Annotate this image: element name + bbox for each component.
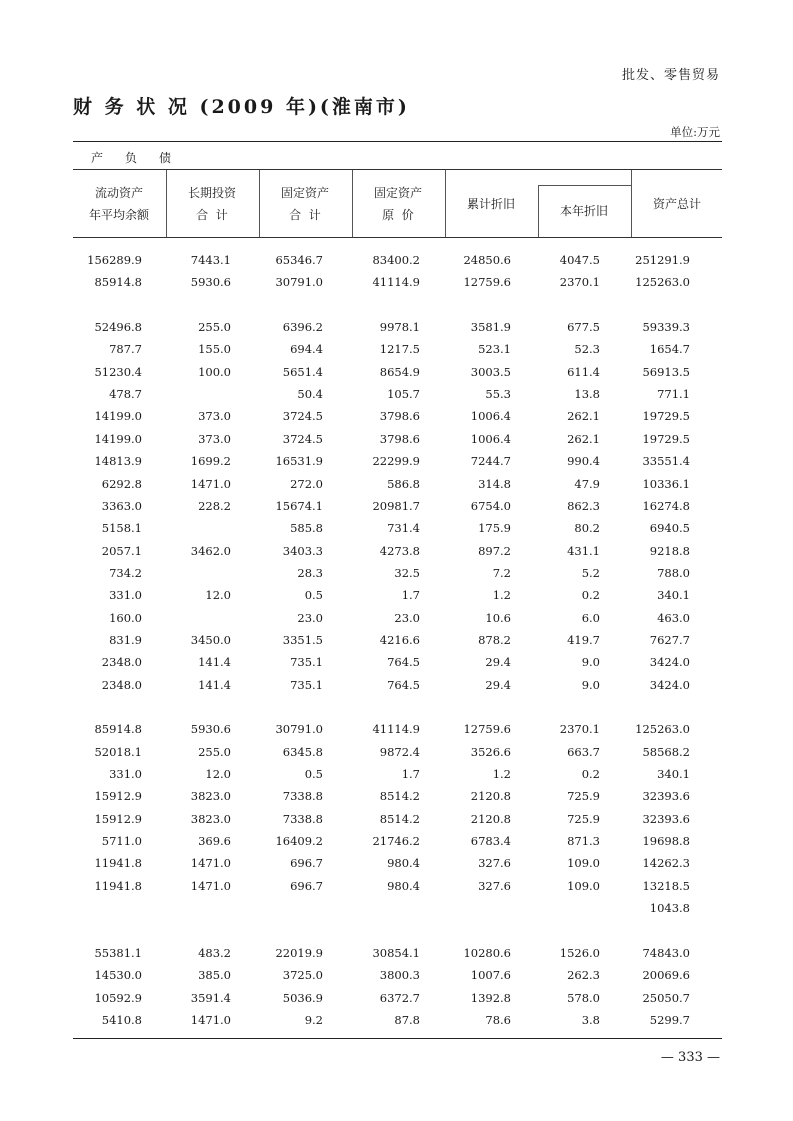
table-row xyxy=(73,361,722,383)
column-header xyxy=(631,170,723,237)
table-cell: 2348.0 xyxy=(101,677,142,692)
table-cell: 28.3 xyxy=(297,565,323,580)
table-cell: 16274.8 xyxy=(642,498,690,513)
table-cell: 1392.8 xyxy=(470,990,511,1005)
table-row xyxy=(73,249,722,271)
table-cell: 1471.0 xyxy=(190,476,231,491)
table-cell: 523.1 xyxy=(478,342,511,357)
table-cell: 3424.0 xyxy=(649,677,690,692)
table-row xyxy=(73,964,722,986)
table-cell: 255.0 xyxy=(198,320,231,335)
table-cell: 56913.5 xyxy=(642,364,690,379)
table-cell: 3798.6 xyxy=(379,431,420,446)
table-cell: 980.4 xyxy=(387,856,420,871)
table-cell: 10.6 xyxy=(485,610,511,625)
table-cell: 5299.7 xyxy=(649,1012,690,1027)
table-cell: 14530.0 xyxy=(94,968,142,983)
table-cell: 14262.3 xyxy=(642,856,690,871)
table-cell: 52.3 xyxy=(574,342,600,357)
table-row xyxy=(73,495,722,517)
table-cell: 3351.5 xyxy=(282,632,323,647)
table-cell: 0.5 xyxy=(304,767,323,782)
table-cell: 1006.4 xyxy=(470,409,511,424)
table-row xyxy=(73,920,722,942)
column-header xyxy=(352,170,444,237)
table-cell: 19729.5 xyxy=(642,431,690,446)
table-cell: 6940.5 xyxy=(649,521,690,536)
table-cell: 483.2 xyxy=(198,945,231,960)
table-cell: 3363.0 xyxy=(101,498,142,513)
table-cell: 3823.0 xyxy=(190,789,231,804)
table-cell: 3.8 xyxy=(581,1012,600,1027)
table-cell: 8654.9 xyxy=(379,364,420,379)
table-cell: 12.0 xyxy=(205,588,231,603)
table-cell: 463.0 xyxy=(657,610,690,625)
column-header-line2: 合 计 xyxy=(196,207,228,222)
table-cell: 29.4 xyxy=(485,677,511,692)
table-row xyxy=(73,540,722,562)
table-cell: 262.1 xyxy=(567,431,600,446)
table-cell: 5651.4 xyxy=(282,364,323,379)
table-cell: 3003.5 xyxy=(470,364,511,379)
table-cell: 1654.7 xyxy=(649,342,690,357)
table-cell: 85914.8 xyxy=(94,722,142,737)
column-header-line2: 合 计 xyxy=(289,207,321,222)
table-cell: 5036.9 xyxy=(282,990,323,1005)
column-header-line2: 原 价 xyxy=(382,207,414,222)
table-cell: 369.6 xyxy=(198,834,231,849)
table-cell: 696.7 xyxy=(290,856,323,871)
table-cell: 696.7 xyxy=(290,878,323,893)
table-cell: 9.0 xyxy=(581,655,600,670)
table-cell: 10592.9 xyxy=(94,990,142,1005)
table-cell: 4273.8 xyxy=(379,543,420,558)
header-divider xyxy=(166,170,167,237)
table-cell: 30791.0 xyxy=(275,275,323,290)
table-cell: 25050.7 xyxy=(642,990,690,1005)
table-cell: 6345.8 xyxy=(282,744,323,759)
table-row xyxy=(73,987,722,1009)
table-cell: 314.8 xyxy=(478,476,511,491)
table-cell: 55.3 xyxy=(485,387,511,402)
table-cell: 5711.0 xyxy=(101,834,142,849)
table-cell: 12759.6 xyxy=(463,275,511,290)
table-cell: 764.5 xyxy=(387,655,420,670)
page-number: — 333 — xyxy=(660,1050,720,1065)
table-row xyxy=(73,718,722,740)
table-row xyxy=(73,450,722,472)
table-cell: 431.1 xyxy=(567,543,600,558)
table-cell: 2370.1 xyxy=(559,722,600,737)
table-cell: 109.0 xyxy=(567,856,600,871)
table-cell: 694.4 xyxy=(290,342,323,357)
table-cell: 373.0 xyxy=(198,431,231,446)
table-cell: 0.2 xyxy=(581,588,600,603)
table-cell: 52496.8 xyxy=(94,320,142,335)
table-cell: 4216.6 xyxy=(379,632,420,647)
table-cell: 175.9 xyxy=(478,521,511,536)
group-label: 产负债 xyxy=(91,151,194,165)
table-row xyxy=(73,607,722,629)
table-cell: 788.0 xyxy=(657,565,690,580)
table-cell: 878.2 xyxy=(478,632,511,647)
table-cell: 228.2 xyxy=(198,498,231,513)
table-cell: 611.4 xyxy=(567,364,600,379)
table-cell: 419.7 xyxy=(567,632,600,647)
table-cell: 15912.9 xyxy=(94,789,142,804)
table-row xyxy=(73,830,722,852)
column-header xyxy=(538,185,630,237)
table-cell: 862.3 xyxy=(567,498,600,513)
table-cell: 1.7 xyxy=(401,767,420,782)
table-cell: 141.4 xyxy=(198,677,231,692)
column-header xyxy=(166,170,258,237)
header-subrule xyxy=(538,185,631,186)
table-cell: 3526.6 xyxy=(470,744,511,759)
table-cell: 764.5 xyxy=(387,677,420,692)
table-cell: 105.7 xyxy=(387,387,420,402)
table-cell: 50.4 xyxy=(297,387,323,402)
table-cell: 16531.9 xyxy=(275,454,323,469)
table-cell: 6292.8 xyxy=(101,476,142,491)
table-cell: 13.8 xyxy=(574,387,600,402)
table-cell: 340.1 xyxy=(657,767,690,782)
column-header-line1: 资产总计 xyxy=(652,196,701,211)
table-cell: 3424.0 xyxy=(649,655,690,670)
table-cell: 255.0 xyxy=(198,744,231,759)
header-divider xyxy=(445,170,446,237)
table-cell: 20069.6 xyxy=(642,968,690,983)
table-cell: 831.9 xyxy=(109,632,142,647)
table-bottom-rule xyxy=(73,1038,722,1039)
table-cell: 29.4 xyxy=(485,655,511,670)
table-cell: 7627.7 xyxy=(649,632,690,647)
table-cell: 12.0 xyxy=(205,767,231,782)
table-cell: 32393.6 xyxy=(642,811,690,826)
table-cell: 10336.1 xyxy=(642,476,690,491)
table-cell: 51230.4 xyxy=(94,364,142,379)
table-cell: 787.7 xyxy=(109,342,142,357)
table-cell: 109.0 xyxy=(567,878,600,893)
table-cell: 5158.1 xyxy=(101,521,142,536)
table-row xyxy=(73,383,722,405)
table-cell: 22019.9 xyxy=(275,945,323,960)
table-row xyxy=(73,942,722,964)
table-cell: 58568.2 xyxy=(642,744,690,759)
table-cell: 897.2 xyxy=(478,543,511,558)
table-cell: 2370.1 xyxy=(559,275,600,290)
header-divider xyxy=(259,170,260,237)
table-cell: 1471.0 xyxy=(190,1012,231,1027)
table-cell: 14813.9 xyxy=(94,454,142,469)
table-cell: 6783.4 xyxy=(470,834,511,849)
table-cell: 578.0 xyxy=(567,990,600,1005)
table-cell: 871.3 xyxy=(567,834,600,849)
table-cell: 14199.0 xyxy=(94,431,142,446)
table-cell: 7.2 xyxy=(492,565,511,580)
table-cell: 1006.4 xyxy=(470,431,511,446)
table-cell: 30791.0 xyxy=(275,722,323,737)
table-row xyxy=(73,897,722,919)
table-cell: 5930.6 xyxy=(190,722,231,737)
table-cell: 1.2 xyxy=(492,767,511,782)
table-cell: 0.2 xyxy=(581,767,600,782)
table-cell: 2057.1 xyxy=(101,543,142,558)
table-cell: 7338.8 xyxy=(282,789,323,804)
table-cell: 1471.0 xyxy=(190,878,231,893)
table-cell: 10280.6 xyxy=(463,945,511,960)
table-cell: 2120.8 xyxy=(470,811,511,826)
table-row xyxy=(73,428,722,450)
table-cell: 735.1 xyxy=(290,655,323,670)
unit-label: 单位:万元 xyxy=(670,125,720,139)
table-cell: 41114.9 xyxy=(372,722,420,737)
table-cell: 65346.7 xyxy=(275,253,323,267)
table-row xyxy=(73,562,722,584)
table-cell: 3581.9 xyxy=(470,320,511,335)
table-row xyxy=(73,808,722,830)
table-cell: 3798.6 xyxy=(379,409,420,424)
column-header-line2: 年平均余额 xyxy=(88,207,149,222)
table-cell: 6396.2 xyxy=(282,320,323,335)
table-cell: 331.0 xyxy=(109,767,142,782)
table-cell: 87.8 xyxy=(394,1012,420,1027)
table-cell: 478.7 xyxy=(109,387,142,402)
table-cell: 5930.6 xyxy=(190,275,231,290)
table-row xyxy=(73,1009,722,1031)
table-cell: 7338.8 xyxy=(282,811,323,826)
table-row xyxy=(73,316,722,338)
table-row xyxy=(73,741,722,763)
table-cell: 85914.8 xyxy=(94,275,142,290)
table-cell: 725.9 xyxy=(567,811,600,826)
header-divider xyxy=(538,185,539,237)
table-cell: 725.9 xyxy=(567,789,600,804)
table-row xyxy=(73,696,722,718)
table-cell: 262.1 xyxy=(567,409,600,424)
table-cell: 6.0 xyxy=(581,610,600,625)
table-cell: 4047.5 xyxy=(559,253,600,267)
table-cell: 74843.0 xyxy=(642,945,690,960)
table-cell: 3591.4 xyxy=(190,990,231,1005)
table-cell: 980.4 xyxy=(387,878,420,893)
table-cell: 5.2 xyxy=(581,565,600,580)
table-row xyxy=(73,338,722,360)
table-cell: 2348.0 xyxy=(101,655,142,670)
table-cell: 1217.5 xyxy=(379,342,420,357)
table-cell: 13218.5 xyxy=(642,878,690,893)
table-row xyxy=(73,852,722,874)
table-row xyxy=(73,629,722,651)
table-cell: 663.7 xyxy=(567,744,600,759)
table-row xyxy=(73,674,722,696)
table-cell: 156289.9 xyxy=(87,253,142,267)
table-cell: 100.0 xyxy=(198,364,231,379)
table-cell: 59339.3 xyxy=(642,320,690,335)
table-cell: 78.6 xyxy=(485,1012,511,1027)
table-cell: 3724.5 xyxy=(282,409,323,424)
table-cell: 23.0 xyxy=(297,610,323,625)
table-cell: 9.2 xyxy=(304,1012,323,1027)
table-row xyxy=(73,405,722,427)
table-cell: 21746.2 xyxy=(372,834,420,849)
table-row xyxy=(73,294,722,316)
table-cell: 340.1 xyxy=(657,588,690,603)
column-header-line1: 固定资产 xyxy=(373,185,422,200)
table-cell: 3800.3 xyxy=(379,968,420,983)
table-cell: 47.9 xyxy=(574,476,600,491)
table-cell: 155.0 xyxy=(198,342,231,357)
table-cell: 141.4 xyxy=(198,655,231,670)
table-row xyxy=(73,875,722,897)
table-cell: 80.2 xyxy=(574,521,600,536)
table-cell: 30854.1 xyxy=(372,945,420,960)
table-cell: 32393.6 xyxy=(642,789,690,804)
table-cell: 3724.5 xyxy=(282,431,323,446)
table-cell: 24850.6 xyxy=(463,253,511,267)
table-cell: 7443.1 xyxy=(190,253,231,267)
table-cell: 16409.2 xyxy=(275,834,323,849)
table-cell: 0.5 xyxy=(304,588,323,603)
table-cell: 735.1 xyxy=(290,677,323,692)
table-cell: 15674.1 xyxy=(275,498,323,513)
table-cell: 33551.4 xyxy=(642,454,690,469)
table-cell: 1526.0 xyxy=(559,945,600,960)
table-cell: 585.8 xyxy=(290,521,323,536)
table-cell: 990.4 xyxy=(567,454,600,469)
column-header xyxy=(445,170,537,237)
table-cell: 2120.8 xyxy=(470,789,511,804)
table-cell: 327.6 xyxy=(478,856,511,871)
table-cell: 8514.2 xyxy=(379,789,420,804)
table-cell: 6754.0 xyxy=(470,498,511,513)
table-cell: 52018.1 xyxy=(94,744,142,759)
table-row xyxy=(73,271,722,293)
table-cell: 1.7 xyxy=(401,588,420,603)
table-row xyxy=(73,473,722,495)
table-cell: 262.3 xyxy=(567,968,600,983)
table-cell: 23.0 xyxy=(394,610,420,625)
table-cell: 1699.2 xyxy=(190,454,231,469)
table-cell: 385.0 xyxy=(198,968,231,983)
table-cell: 731.4 xyxy=(387,521,420,536)
table-cell: 9.0 xyxy=(581,677,600,692)
table-cell: 6372.7 xyxy=(379,990,420,1005)
table-cell: 373.0 xyxy=(198,409,231,424)
table-row xyxy=(73,584,722,606)
table-cell: 3462.0 xyxy=(190,543,231,558)
table-cell: 7244.7 xyxy=(470,454,511,469)
page-title: 财 务 状 况 (2009 年)(淮南市) xyxy=(73,96,410,118)
table-cell: 734.2 xyxy=(109,565,142,580)
table-cell: 83400.2 xyxy=(372,253,420,267)
table-cell: 1007.6 xyxy=(470,968,511,983)
table-cell: 9872.4 xyxy=(379,744,420,759)
table-cell: 55381.1 xyxy=(94,945,142,960)
column-header-line1: 累计折旧 xyxy=(466,196,515,211)
table-cell: 771.1 xyxy=(657,387,690,402)
table-cell: 331.0 xyxy=(109,588,142,603)
table-cell: 1.2 xyxy=(492,588,511,603)
table-cell: 125263.0 xyxy=(635,722,690,737)
table-cell: 3403.3 xyxy=(282,543,323,558)
table-cell: 3450.0 xyxy=(190,632,231,647)
table-cell: 11941.8 xyxy=(94,878,142,893)
table-cell: 125263.0 xyxy=(635,275,690,290)
column-header-line1: 长期投资 xyxy=(187,185,236,200)
table-row xyxy=(73,763,722,785)
table-top-rule xyxy=(73,141,722,142)
table-row xyxy=(73,651,722,673)
table-cell: 19729.5 xyxy=(642,409,690,424)
header-divider xyxy=(631,170,632,237)
table-cell: 586.8 xyxy=(387,476,420,491)
table-cell: 12759.6 xyxy=(463,722,511,737)
column-header xyxy=(73,170,165,237)
table-cell: 3725.0 xyxy=(282,968,323,983)
table-cell: 20981.7 xyxy=(372,498,420,513)
table-cell: 160.0 xyxy=(109,610,142,625)
table-cell: 41114.9 xyxy=(372,275,420,290)
table-cell: 3823.0 xyxy=(190,811,231,826)
column-header xyxy=(259,170,351,237)
table-cell: 1471.0 xyxy=(190,856,231,871)
table-cell: 9218.8 xyxy=(649,543,690,558)
section-label: 批发、零售贸易 xyxy=(621,68,720,83)
table-cell: 8514.2 xyxy=(379,811,420,826)
column-header-line1: 流动资产 xyxy=(94,185,143,200)
table-cell: 677.5 xyxy=(567,320,600,335)
table-cell: 327.6 xyxy=(478,878,511,893)
table-cell: 9978.1 xyxy=(379,320,420,335)
table-cell: 251291.9 xyxy=(635,253,690,267)
table-cell: 14199.0 xyxy=(94,409,142,424)
table-row xyxy=(73,785,722,807)
table-cell: 19698.8 xyxy=(642,834,690,849)
table-cell: 11941.8 xyxy=(94,856,142,871)
table-row xyxy=(73,517,722,539)
table-cell: 1043.8 xyxy=(649,901,690,916)
table-cell: 5410.8 xyxy=(101,1012,142,1027)
table-cell: 272.0 xyxy=(290,476,323,491)
column-header-line1: 本年折旧 xyxy=(559,204,608,218)
table-cell: 22299.9 xyxy=(372,454,420,469)
table-cell: 15912.9 xyxy=(94,811,142,826)
header-bottom-rule xyxy=(73,237,722,238)
header-divider xyxy=(352,170,353,237)
column-header-line1: 固定资产 xyxy=(280,185,329,200)
table-cell: 32.5 xyxy=(394,565,420,580)
